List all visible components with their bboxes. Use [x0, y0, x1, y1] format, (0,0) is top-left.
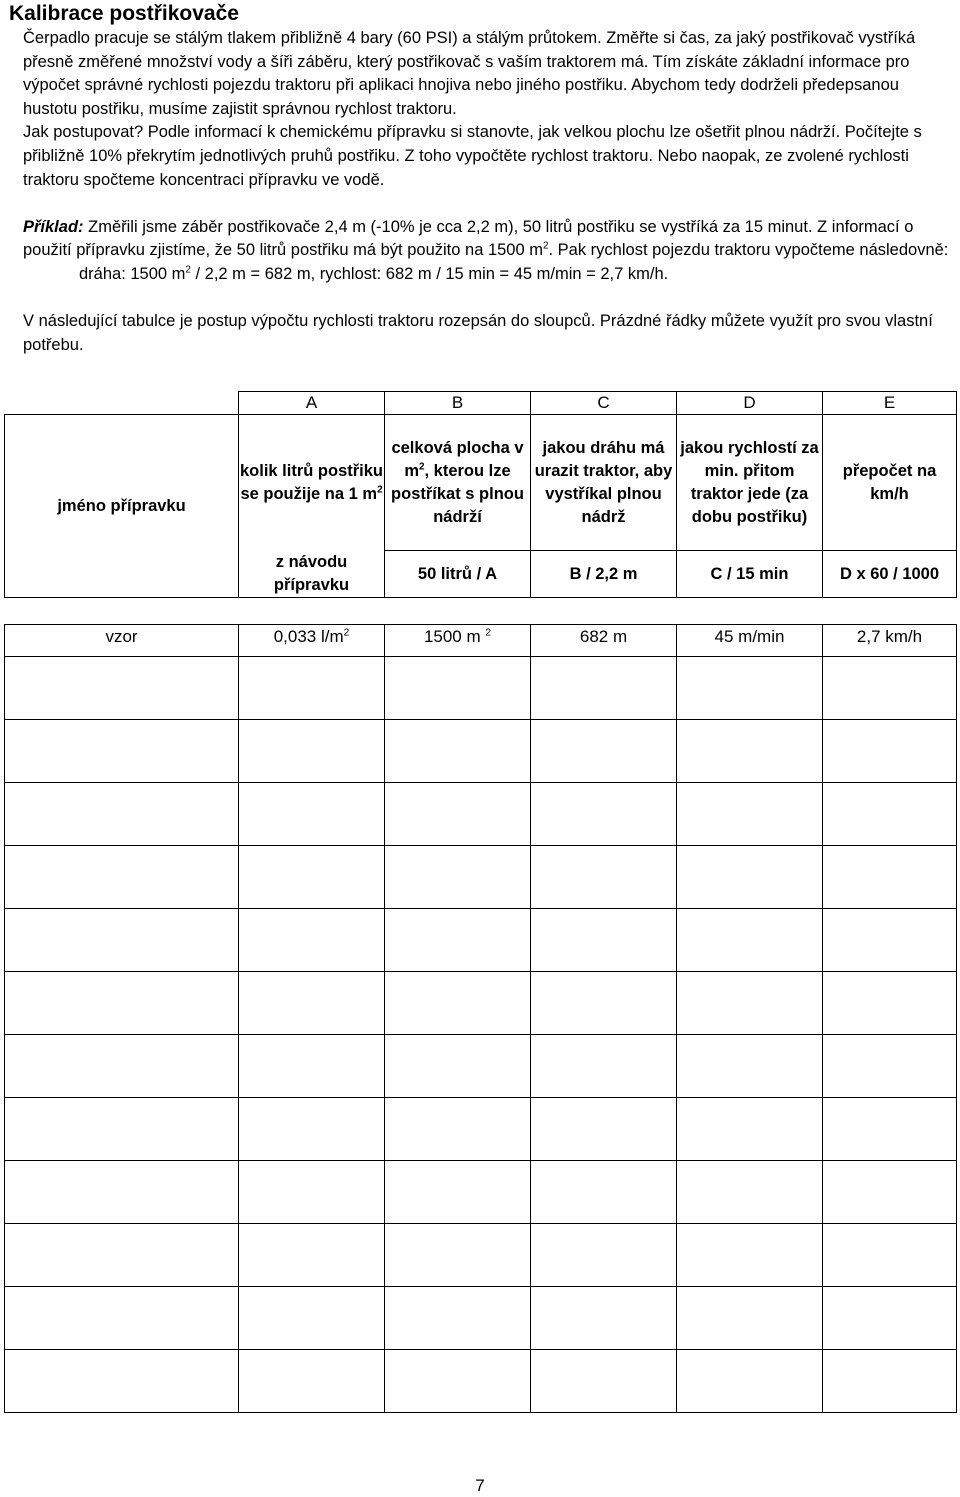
header-c: jakou dráhu má urazit traktor, aby vystříkal plnou nádrž	[531, 415, 677, 551]
example-paragraph	[9, 216, 954, 263]
table-cell[interactable]	[385, 720, 531, 783]
column-letter-d: D	[677, 392, 823, 415]
vzor-b-superscript: 2	[485, 627, 492, 639]
table-note: V následující tabulce je postup výpočtu rychlosti traktoru rozepsán do sloupců. Prázdné řádky můžete využít pro svou vlastní potřebu.	[23, 312, 933, 354]
table-cell[interactable]	[677, 1287, 823, 1350]
vzor-a	[239, 625, 385, 657]
table-cell[interactable]	[677, 657, 823, 720]
table-cell[interactable]	[239, 1224, 385, 1287]
table-cell[interactable]	[239, 1350, 385, 1413]
calc-text-a: dráha: 1500 m	[79, 264, 186, 283]
table-row	[5, 972, 957, 1035]
table-row	[5, 909, 957, 972]
table-cell[interactable]	[5, 783, 239, 846]
formula-a: z návodu přípravku	[239, 551, 385, 598]
column-letter-b: B	[385, 392, 531, 415]
vzor-a-superscript: 2	[343, 627, 350, 639]
example-text-a: Změřili jsme záběr postřikovače 2,4 m (-10% je cca 2,2 m), 50 litrů postřiku se vystříká za 15 minut. Z informací o použití přípravku zjistíme, že 50 litrů postřiku má být použito na 1500 m	[23, 217, 914, 260]
table-cell[interactable]	[677, 1098, 823, 1161]
table-cell[interactable]	[5, 1287, 239, 1350]
header-b	[385, 415, 531, 551]
table-cell[interactable]	[5, 909, 239, 972]
calculation-header-table	[4, 391, 957, 598]
intro-paragraph-2: Jak postupovat? Podle informací k chemickému přípravku si stanovte, jak velkou plochu lze ošetřit plnou nádrží. Počítejte s přibližně 10% překrytím jednotlivých pruhů postřiku. Z toho vypočtěte rychlost traktoru. Nebo naopak, ze zvolené rychlosti traktoru spočteme koncentraci přípravku ve vodě.	[23, 123, 922, 189]
name-column-header: jméno přípravku	[5, 415, 239, 598]
column-letter-a: A	[239, 392, 385, 415]
table-cell[interactable]	[677, 972, 823, 1035]
table-cell[interactable]	[823, 1098, 957, 1161]
header-a-superscript: 2	[377, 484, 383, 496]
table-cell[interactable]	[823, 1287, 957, 1350]
table-cell[interactable]	[677, 720, 823, 783]
table-cell[interactable]	[677, 909, 823, 972]
table-cell[interactable]	[531, 972, 677, 1035]
example-calculation	[9, 263, 954, 287]
table-row	[5, 1098, 957, 1161]
vzor-d: 45 m/min	[677, 625, 823, 657]
table-cell[interactable]	[239, 1098, 385, 1161]
table-cell[interactable]	[823, 846, 957, 909]
table-cell[interactable]	[5, 1098, 239, 1161]
table-cell[interactable]	[385, 972, 531, 1035]
table-row	[5, 783, 957, 846]
table-cell[interactable]	[531, 720, 677, 783]
table-cell[interactable]	[531, 846, 677, 909]
table-cell[interactable]	[239, 1161, 385, 1224]
table-row	[5, 657, 957, 720]
header-a	[239, 415, 385, 551]
table-cell[interactable]	[385, 1098, 531, 1161]
table-cell[interactable]	[823, 720, 957, 783]
formula-c: B / 2,2 m	[531, 551, 677, 598]
calc-text-b: / 2,2 m = 682 m, rychlost: 682 m / 15 min = 45 m/min = 2,7 km/h.	[190, 264, 669, 283]
vzor-c: 682 m	[531, 625, 677, 657]
table-row	[5, 1224, 957, 1287]
table-cell[interactable]	[677, 1350, 823, 1413]
table-cell[interactable]	[239, 783, 385, 846]
example-superscript: 2	[543, 240, 549, 252]
page-number: 7	[475, 1476, 485, 1495]
formula-b: 50 litrů / A	[385, 551, 531, 598]
table-cell[interactable]	[677, 1224, 823, 1287]
table-cell[interactable]	[5, 657, 239, 720]
table-cell[interactable]	[823, 909, 957, 972]
header-b-superscript: 2	[418, 461, 425, 472]
table-row	[5, 846, 957, 909]
table-row	[5, 1350, 957, 1413]
table-cell[interactable]	[239, 972, 385, 1035]
entry-table	[4, 624, 957, 1413]
table-cell[interactable]	[5, 1161, 239, 1224]
table-cell[interactable]	[531, 657, 677, 720]
table-row-vzor	[5, 625, 957, 657]
table-cell[interactable]	[531, 783, 677, 846]
header-b-tail: , kterou lze postříkat s plnou nádrží	[391, 461, 524, 526]
intro-text	[9, 27, 954, 357]
column-letter-c: C	[531, 392, 677, 415]
table-cell[interactable]	[239, 657, 385, 720]
table-cell[interactable]	[823, 783, 957, 846]
table-cell[interactable]	[239, 720, 385, 783]
page-title: Kalibrace postřikovače	[9, 2, 239, 25]
table-row	[5, 720, 957, 783]
example-label: Příklad:	[23, 217, 84, 236]
table-cell[interactable]	[5, 1350, 239, 1413]
table-cell[interactable]	[5, 846, 239, 909]
header-d: jakou rychlostí za min. přitom traktor jede (za dobu postřiku)	[677, 415, 823, 551]
table-cell[interactable]	[823, 1161, 957, 1224]
header-b-text: celková plocha v m	[391, 438, 524, 480]
table-cell[interactable]	[823, 1035, 957, 1098]
table-cell[interactable]	[531, 1287, 677, 1350]
table-cell[interactable]	[677, 1161, 823, 1224]
vzor-a-text: 0,033 l/m	[273, 627, 344, 646]
intro-paragraph-1: Čerpadlo pracuje se stálým tlakem přibližně 4 bary (60 PSI) a stálým průtokem. Změřte si čas, za jaký postřikovač vystříká přesně změřené množství vody a šíři záběru, který postřikovač s vaším traktorem má. Tím získáte základní informace pro výpočet správné rychlosti pojezdu traktoru při aplikaci hnojiva nebo jiného postřiku. Abychom tedy dodrželi předepsanou hustotu postřiku, musíme zajistit správnou rychlost traktoru.	[23, 29, 916, 118]
table-cell[interactable]	[5, 972, 239, 1035]
table-cell[interactable]	[531, 1350, 677, 1413]
vzor-e: 2,7 km/h	[823, 625, 957, 657]
table-cell[interactable]	[531, 1161, 677, 1224]
vzor-b-text: 1500 m	[423, 627, 486, 646]
header-e: přepočet na km/h	[823, 415, 957, 551]
table-cell[interactable]	[677, 1035, 823, 1098]
table-cell[interactable]	[823, 1350, 957, 1413]
table-cell[interactable]	[531, 1098, 677, 1161]
table-cell[interactable]	[385, 846, 531, 909]
calc-superscript: 2	[185, 264, 191, 276]
vzor-name: vzor	[5, 625, 239, 657]
table-cell[interactable]	[5, 1035, 239, 1098]
table-cell[interactable]	[239, 846, 385, 909]
table-cell[interactable]	[823, 1224, 957, 1287]
table-cell[interactable]	[385, 657, 531, 720]
table-cell[interactable]	[5, 720, 239, 783]
table-cell[interactable]	[531, 1224, 677, 1287]
table-cell[interactable]	[5, 1224, 239, 1287]
table-row	[5, 1035, 957, 1098]
table-cell[interactable]	[385, 1224, 531, 1287]
table-cell[interactable]	[239, 1035, 385, 1098]
table-cell[interactable]	[823, 657, 957, 720]
table-cell[interactable]	[385, 909, 531, 972]
table-cell[interactable]	[239, 1287, 385, 1350]
table-cell[interactable]	[385, 1161, 531, 1224]
table-cell[interactable]	[677, 846, 823, 909]
header-a-text: kolik litrů postřiku se použije na 1 m	[239, 461, 384, 503]
formula-e: D x 60 / 1000	[823, 551, 957, 598]
table-cell[interactable]	[385, 783, 531, 846]
empty-corner	[5, 392, 239, 415]
table-cell[interactable]	[385, 1035, 531, 1098]
table-cell[interactable]	[531, 1035, 677, 1098]
table-cell[interactable]	[677, 783, 823, 846]
table-cell[interactable]	[385, 1287, 531, 1350]
table-cell[interactable]	[385, 1350, 531, 1413]
table-cell[interactable]	[239, 909, 385, 972]
example-text-b: . Pak rychlost pojezdu traktoru vypočteme následovně:	[548, 241, 949, 260]
vzor-b	[385, 625, 531, 657]
table-row	[5, 1161, 957, 1224]
formula-d: C / 15 min	[677, 551, 823, 598]
table-cell[interactable]	[531, 909, 677, 972]
table-cell[interactable]	[823, 972, 957, 1035]
column-letter-e: E	[823, 392, 957, 415]
table-row	[5, 1287, 957, 1350]
